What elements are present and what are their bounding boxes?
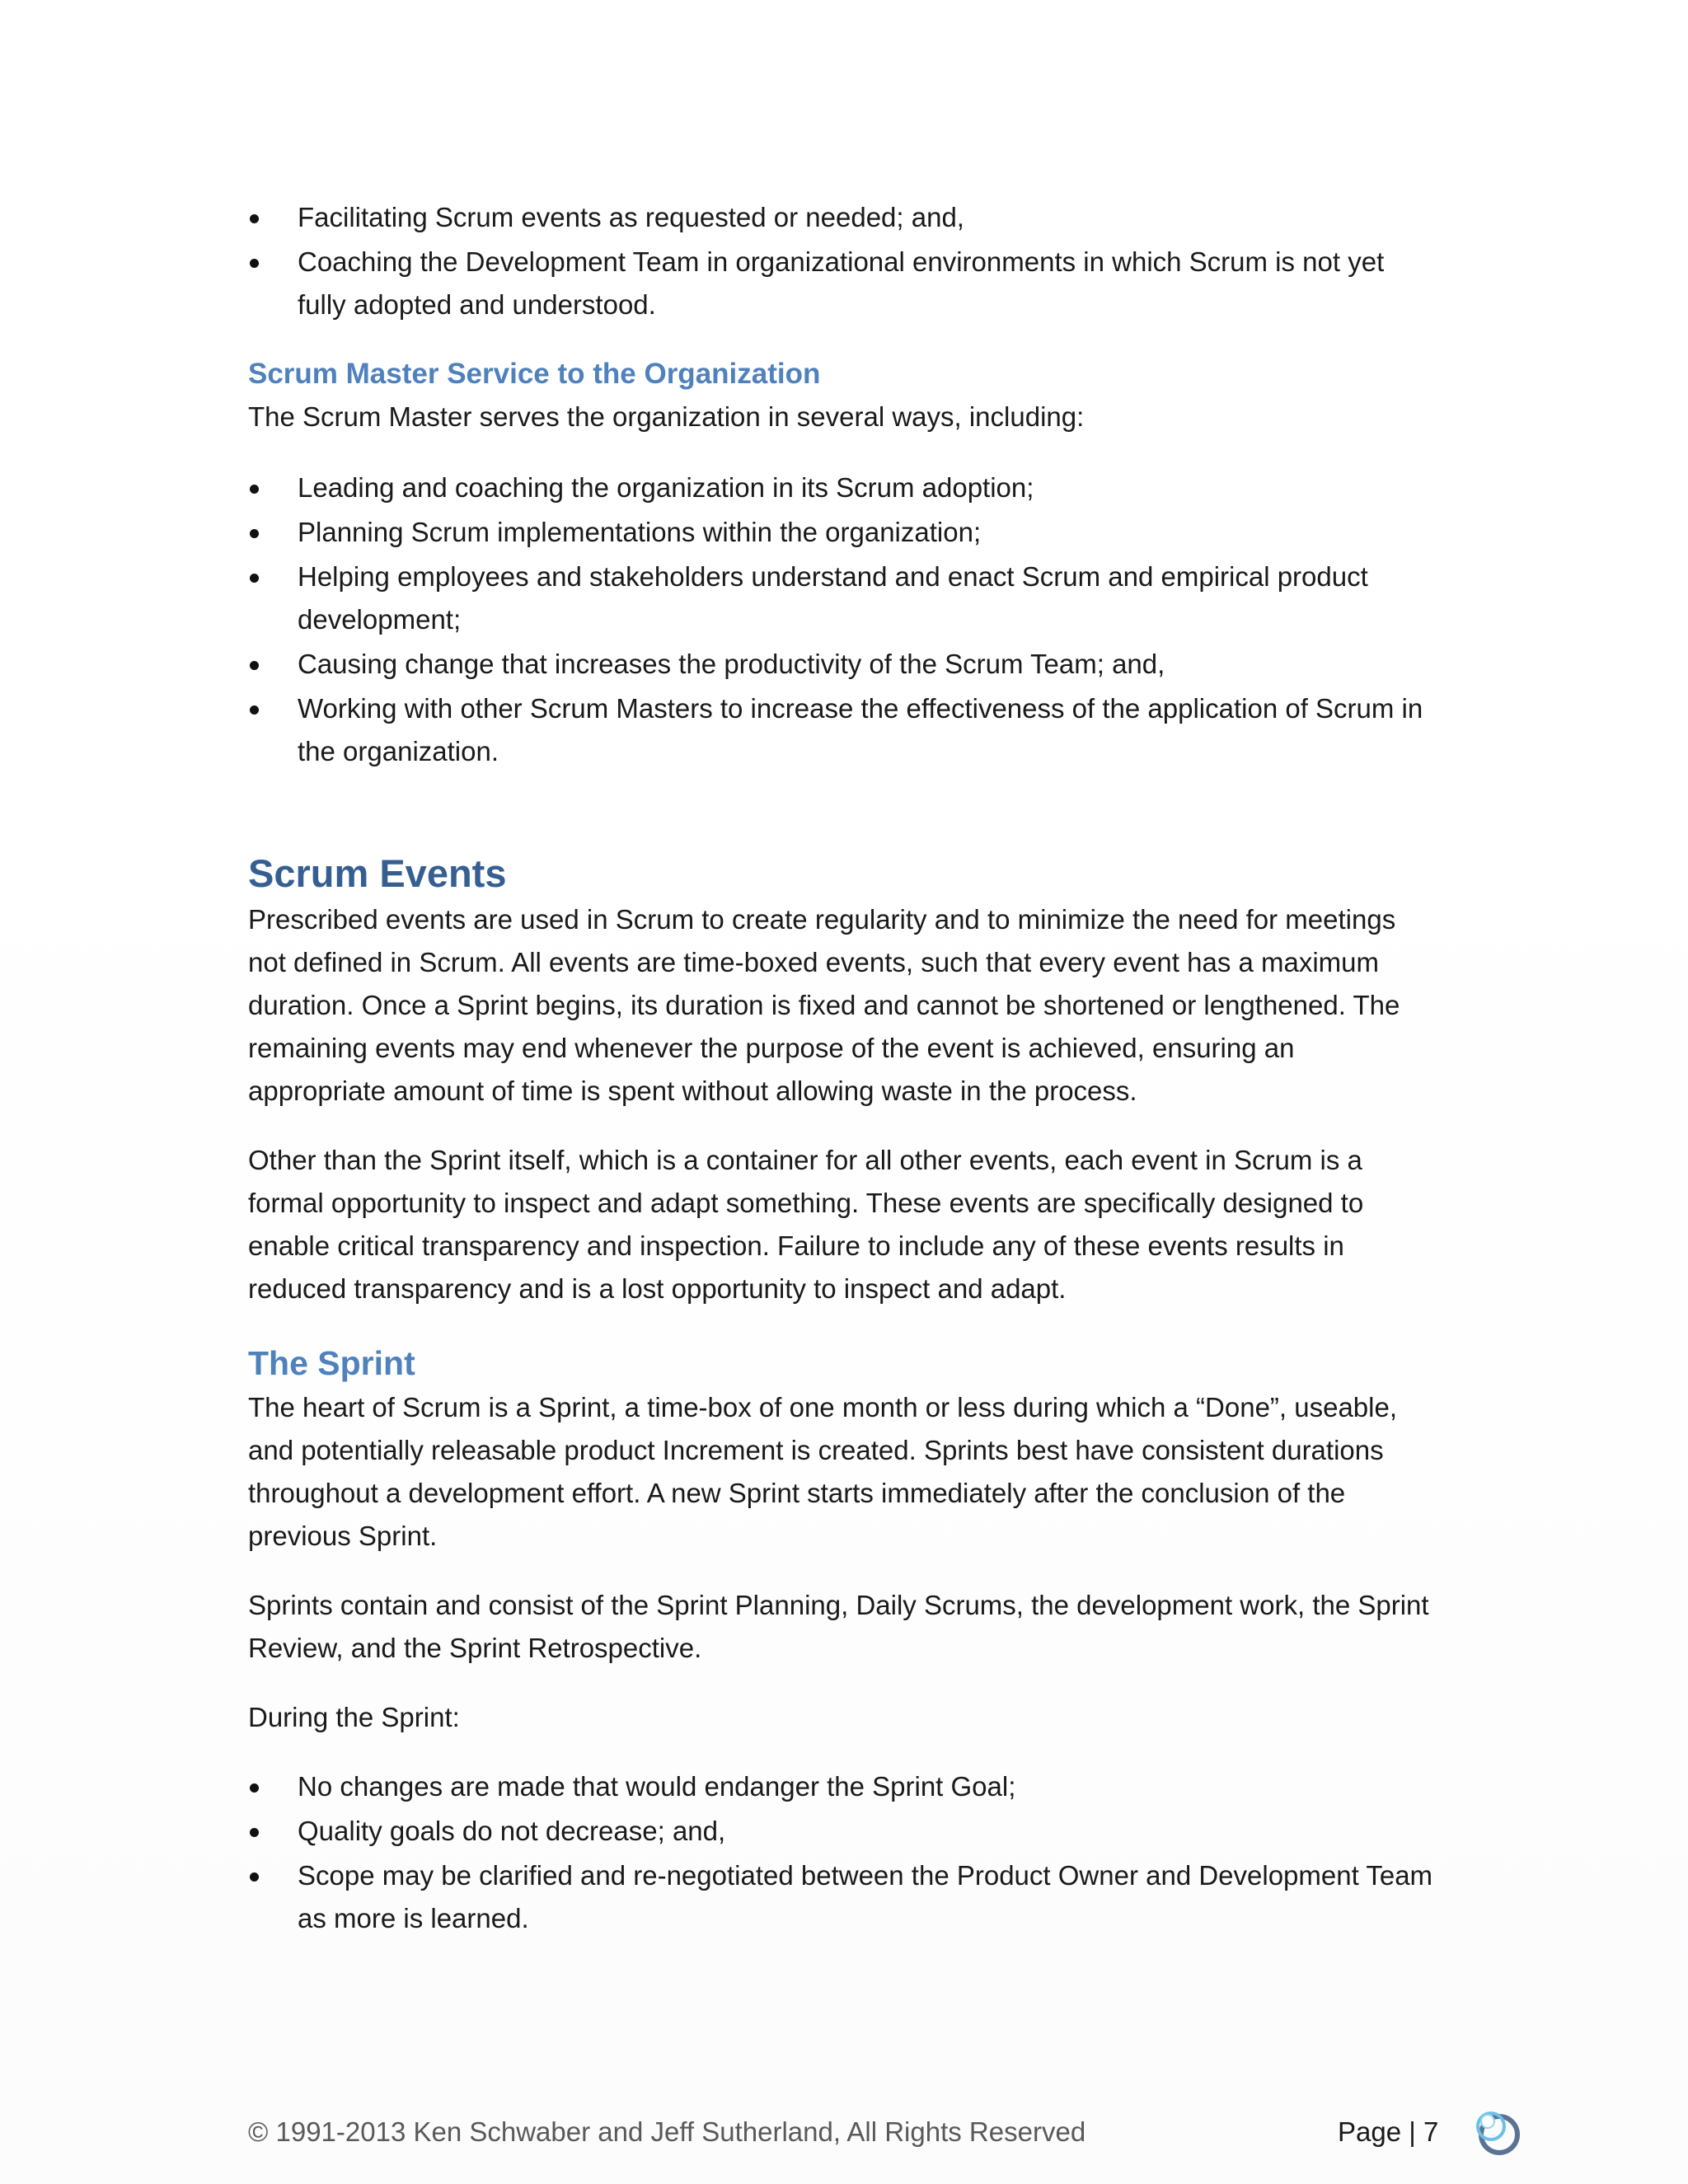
- list-item-text: Quality goals do not decrease; and,: [298, 1816, 726, 1846]
- top-bullet-list: [248, 196, 1435, 326]
- list-item-text: No changes are made that would endanger the Sprint Goal;: [298, 1771, 1016, 1802]
- bullet-icon: [250, 705, 259, 715]
- list-item: [248, 196, 1435, 239]
- list-item: [248, 1765, 1435, 1808]
- bullet-icon: [250, 214, 259, 223]
- list-item-text: Leading and coaching the organization in its Scrum adoption;: [298, 472, 1034, 503]
- list-item: [248, 555, 1435, 641]
- copyright-text: © 1991-2013 Ken Schwaber and Jeff Sutherland, All Rights Reserved: [248, 2116, 1086, 2147]
- list-item: [248, 466, 1435, 509]
- list-item-text: Helping employees and stakeholders understand and enact Scrum and empirical product development;: [298, 561, 1368, 635]
- bullet-icon: [250, 574, 259, 583]
- list-item: [248, 643, 1435, 686]
- bullet-icon: [250, 529, 259, 538]
- bullet-icon: [250, 661, 259, 670]
- section-heading-scrum-events: Scrum Events: [248, 851, 507, 895]
- sprint-bullet-list: [248, 1765, 1435, 1940]
- bullet-icon: [250, 485, 259, 494]
- list-item: [248, 1854, 1435, 1940]
- list-item-text: Planning Scrum implementations within the organization;: [298, 517, 982, 547]
- bullet-icon: [250, 259, 259, 268]
- list-item: [248, 1810, 1435, 1853]
- org-bullet-list: [248, 466, 1435, 773]
- page-number: Page | 7: [1338, 2116, 1439, 2147]
- list-item: [248, 687, 1435, 773]
- paragraph: Sprints contain and consist of the Sprint Planning, Daily Scrums, the development work, the Sprint Review, and the Sprint Retrospective.: [248, 1590, 1429, 1663]
- paragraph: During the Sprint:: [248, 1702, 460, 1732]
- list-item: [248, 511, 1435, 554]
- paragraph: Prescribed events are used in Scrum to create regularity and to minimize the need for meetings not defined in Scrum. All events are time-boxed events, such that every event has a maximum duration. Once a Sprint begins, its duration is fixed and cannot be shortened or lengthened. The remaining events may end whenever the purpose of the event is achieved, ensuring an appropriate amount of time is spent without allowing waste in the process.: [248, 904, 1400, 1106]
- list-item-text: Scope may be clarified and re-negotiated between the Product Owner and Development Team as more is learned.: [298, 1860, 1433, 1933]
- bullet-icon: [250, 1828, 259, 1837]
- paragraph: The heart of Scrum is a Sprint, a time-box of one month or less during which a “Done”, useable, and potentially releasable product Increment is created. Sprints best have consistent durations throughout a development effort. A new Sprint starts immediately after the conclusion of the previous Sprint.: [248, 1392, 1398, 1551]
- list-item: [248, 241, 1435, 326]
- list-item-text: Facilitating Scrum events as requested or needed; and,: [298, 202, 964, 232]
- bullet-icon: [250, 1783, 259, 1793]
- section-intro: The Scrum Master serves the organization in several ways, including:: [248, 401, 1085, 432]
- page-content: [248, 196, 1435, 1942]
- section-heading-the-sprint: The Sprint: [248, 1344, 415, 1382]
- page-footer: [248, 2111, 1534, 2161]
- list-item-text: Causing change that increases the productivity of the Scrum Team; and,: [298, 649, 1165, 679]
- paragraph: Other than the Sprint itself, which is a container for all other events, each event in Scrum is a formal opportunity to inspect and adapt something. These events are specifically designed to enable critical transparency and inspection. Failure to include any of these events results in reduced transparency and is a lost opportunity to inspect and adapt.: [248, 1145, 1364, 1304]
- scrum-logo-icon: [1470, 2105, 1524, 2159]
- section-heading-org-service: Scrum Master Service to the Organization: [248, 358, 821, 390]
- list-item-text: Coaching the Development Team in organizational environments in which Scrum is not yet fully adopted and understood.: [298, 246, 1385, 320]
- list-item-text: Working with other Scrum Masters to increase the effectiveness of the application of Scrum in the organization.: [298, 693, 1423, 766]
- bullet-icon: [250, 1872, 259, 1882]
